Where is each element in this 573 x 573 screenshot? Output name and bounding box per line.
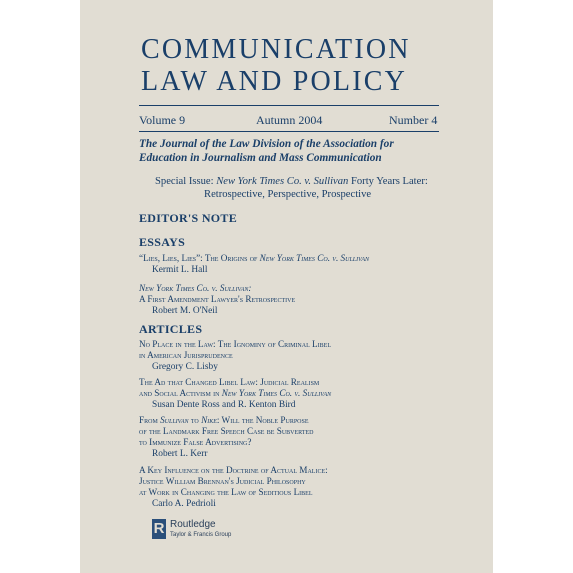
article-3-to: to (188, 415, 202, 425)
essay-1-case: New York Times Co. v. Sullivan (259, 253, 370, 263)
essay-1-author: Kermit L. Hall (152, 265, 208, 275)
article-4-author: Carlo A. Pedrioli (152, 499, 216, 509)
article-2 (139, 377, 449, 411)
routledge-logo-icon: R (153, 520, 165, 537)
journal-title-line-2: LAW AND POLICY (141, 66, 408, 97)
top-rule (139, 105, 439, 106)
article-4-line-2: Justice William Brennan's Judicial Philosophy (139, 476, 306, 486)
editors-note-heading: EDITOR'S NOTE (139, 211, 238, 225)
essay-2 (139, 283, 449, 317)
article-1 (139, 339, 449, 373)
journal-title-line-1: COMMUNICATION (141, 34, 411, 65)
article-3-from: From (139, 415, 161, 425)
essay-2-author: Robert M. O'Neil (152, 306, 218, 316)
article-2-case: New York Times Co. v. Sullivan (221, 388, 332, 398)
bottom-rule (139, 131, 439, 132)
article-3-sullivan: Sullivan (160, 415, 189, 425)
volume-label: Volume 9 (139, 113, 186, 127)
publisher-tagline: Taylor & Francis Group (170, 532, 232, 538)
article-4-line-3: at Work in Changing the Law of Seditious Libel (139, 487, 313, 497)
article-1-line-1: No Place in the Law: The Ignominy of Criminal Libel (139, 339, 331, 349)
article-4 (139, 465, 449, 510)
article-3-line-3: to Immunize False Advertising? (139, 437, 252, 447)
subtitle-line-2: Education in Journalism and Mass Communication (139, 151, 382, 164)
articles-heading: ARTICLES (139, 322, 203, 336)
special-issue-suffix: Forty Years Later: (348, 176, 428, 187)
journal-subtitle (139, 138, 439, 165)
special-issue-line-2: Retrospective, Perspective, Prospective (204, 188, 372, 200)
article-4-line-1: A Key Influence on the Doctrine of Actual Malice: (139, 465, 328, 475)
special-issue-prefix: Special Issue: (155, 176, 217, 187)
essay-2-case: New York Times Co. v. Sullivan: (139, 283, 252, 293)
article-3-line-2: of the Landmark Free Speech Case be Subverted (139, 426, 314, 436)
season-label: Autumn 2004 (256, 113, 323, 127)
article-3-nike: Nike (201, 415, 217, 425)
article-1-author: Gregory C. Lisby (152, 362, 218, 372)
essay-1-title: “Lies, Lies, Lies”: The Origins of (139, 253, 260, 263)
article-2-line-1: The Ad that Changed Libel Law: Judicial Realism (139, 377, 320, 387)
essay-2-title: A First Amendment Lawyer's Retrospective (139, 294, 296, 304)
article-2-line-2: and Social Activism in (139, 388, 222, 398)
article-2-author: Susan Dente Ross and R. Kenton Bird (152, 400, 296, 410)
special-issue-heading (155, 176, 445, 201)
article-1-line-2: in American Jurisprudence (139, 350, 233, 360)
article-3-author: Robert L. Kerr (152, 449, 208, 459)
subtitle-line-1: The Journal of the Law Division of the Association for (139, 138, 394, 150)
essays-heading: ESSAYS (139, 235, 186, 249)
special-issue-case: New York Times Co. v. Sullivan (216, 176, 349, 187)
issue-number-label: Number 4 (389, 113, 438, 127)
essay-1 (139, 253, 449, 276)
publisher-name: Routledge (170, 519, 216, 530)
article-3 (139, 415, 449, 460)
article-3-line-1-rest: : Will the Noble Purpose (216, 415, 309, 425)
